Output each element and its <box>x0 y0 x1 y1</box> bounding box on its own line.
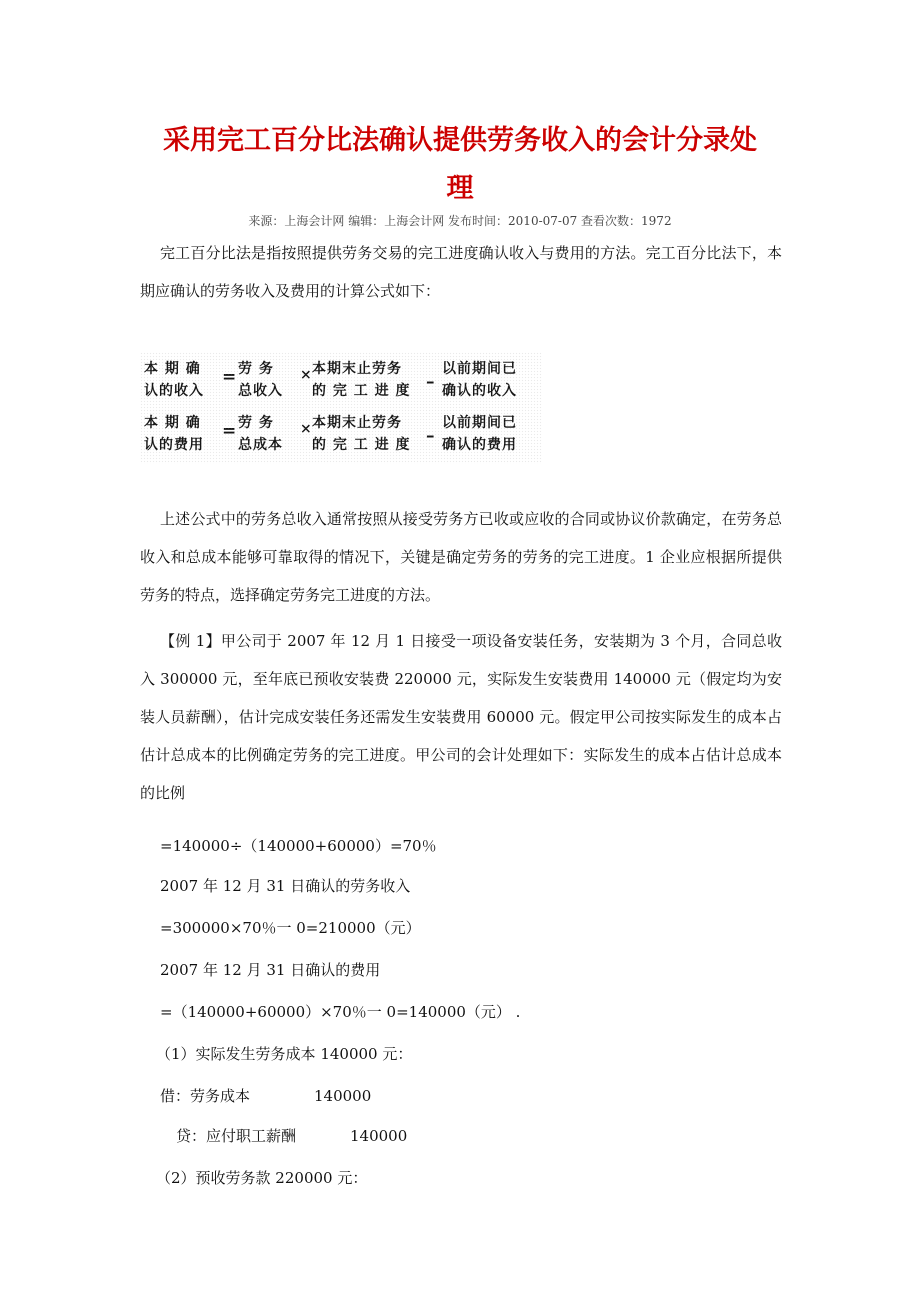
calc-line-expense-label: 2007 年 12 月 31 日确认的费用 <box>160 961 381 979</box>
formula-row2-lhs-line2: 认的费用 <box>144 437 204 453</box>
example-paragraph: 【例 1】甲公司于 2007 年 12 月 1 日接受一项设备安装任务，安装期为 3 个月，合同总收入 300000 元，至年底已预收安装费 220000 元，实际发生安装费用 140000 元（假定均为安装人员薪酬），估计完成安装任务还需发生安装费用 60000 元。假定甲公司按实际发生的成本占估计总成本的比例确定劳务的完工进度。甲公司的会计处理如下：实际发生的成本占估计总成本的比例 <box>140 632 782 802</box>
intro-paragraph: 完工百分比法是指按照提供劳务交易的完工进度确认收入与费用的方法。完工百分比法下，本期应确认的劳务收入及费用的计算公式如下： <box>140 244 782 300</box>
formula-row2-term3-line1: 以前期间已 <box>442 415 517 431</box>
formula-row2-equals: = <box>222 421 237 441</box>
formula-row2-term1-line1: 劳 务 <box>238 415 274 431</box>
formula-row1-times: × <box>300 367 312 383</box>
calc-line-ratio: =140000÷（140000+60000）=70％ <box>160 837 437 855</box>
formula-row2-term1-line2: 总成本 <box>238 437 283 453</box>
formula-row1-equals: = <box>222 367 237 387</box>
calc-line-revenue-label: 2007 年 12 月 31 日确认的劳务收入 <box>160 877 411 895</box>
formula-row1-lhs-line1: 本 期 确 <box>144 361 201 377</box>
article-meta: 来源：上海会计网 编辑：上海会计网 发布时间：2010-07-07 查看次数：1972 <box>248 214 672 228</box>
formula-row2-term3-line2: 确认的费用 <box>442 437 517 453</box>
formula-row1-term3-line1: 以前期间已 <box>442 361 517 377</box>
calc-line-expense: =（140000+60000）×70％一 0=140000（元） . <box>160 1003 521 1021</box>
document-title-line-1: 采用完工百分比法确认提供劳务收入的会计分录处 <box>163 125 757 156</box>
explanation-paragraph: 上述公式中的劳务总收入通常按照从接受劳务方已收或应收的合同或协议价款确定，在劳务总收入和总成本能够可靠取得的情况下，关键是确定劳务的劳务的完工进度。1 企业应根据所提供劳务的特点，选择确定劳务完工进度的方法。 <box>140 510 782 604</box>
formula-row2-times: × <box>300 421 312 437</box>
entry-1-heading: （1）实际发生劳务成本 140000 元： <box>156 1045 413 1063</box>
formula-row1-term2-line2: 的 完 工 进 度 <box>312 383 411 399</box>
formula-row1-term3-line2: 确认的收入 <box>442 383 517 399</box>
entry-1-credit-label: 贷：应付职工薪酬 <box>176 1127 297 1145</box>
formula-row1-minus: – <box>426 372 435 392</box>
formula-row2-minus: – <box>426 426 435 446</box>
formula-row2-term2-line1: 本期末止劳务 <box>312 415 402 431</box>
formula-image <box>140 352 542 464</box>
entry-1-debit-amount: 140000 <box>314 1087 372 1105</box>
entry-1-debit-label: 借：劳务成本 <box>160 1087 251 1105</box>
calc-line-revenue: =300000×70％一 0=210000（元） <box>160 919 421 937</box>
formula-row2-term2-line2: 的 完 工 进 度 <box>312 437 411 453</box>
formula-row1-term1-line1: 劳 务 <box>238 361 274 377</box>
entry-2-heading: （2）预收劳务款 220000 元： <box>156 1169 368 1187</box>
formula-row2-lhs-line1: 本 期 确 <box>144 415 201 431</box>
formula-row1-lhs-line2: 认的收入 <box>144 383 204 399</box>
formula-row1-term2-line1: 本期末止劳务 <box>312 361 402 377</box>
document-title-line-2: 理 <box>446 173 474 204</box>
formula-row1-term1-line2: 总收入 <box>238 383 283 399</box>
entry-1-credit-amount: 140000 <box>350 1127 408 1145</box>
